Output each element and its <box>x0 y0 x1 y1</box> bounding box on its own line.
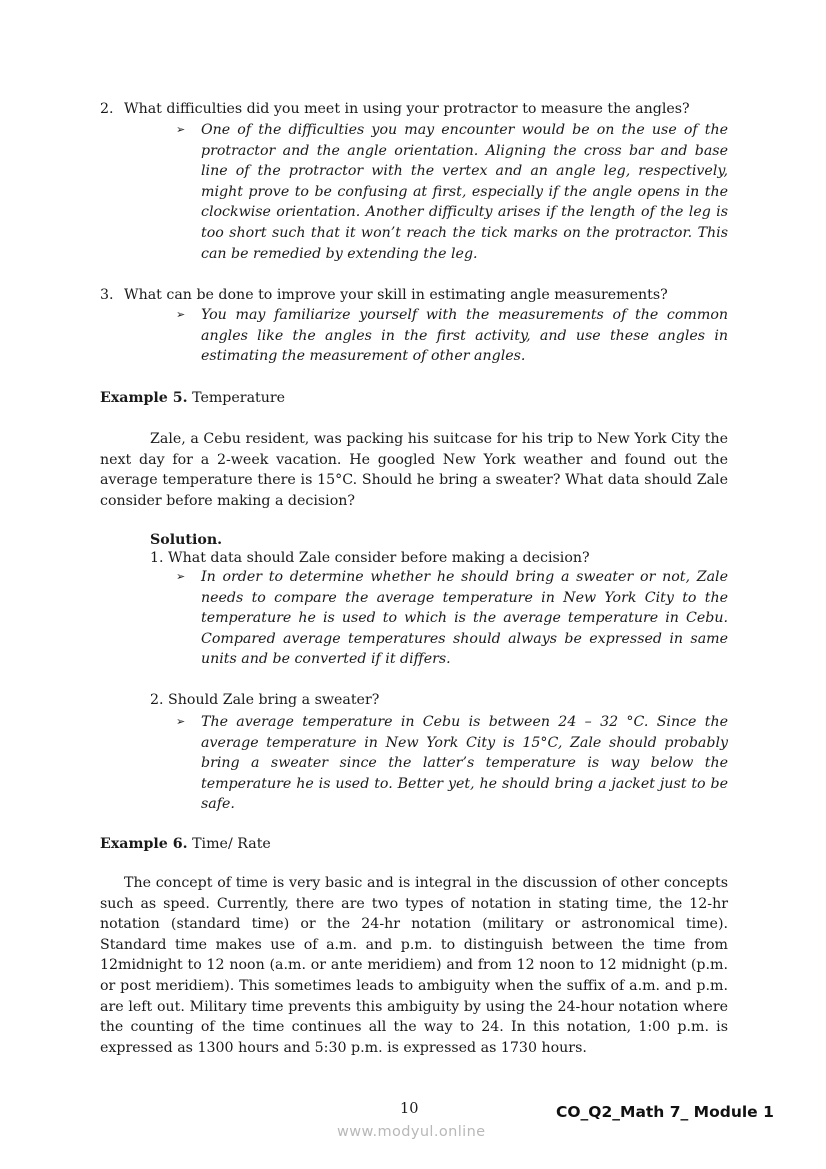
answer-text: You may familiarize yourself with the measurements of the common angles like the angles in the first activity, and use these angles in estimating the measurement of other angles. <box>201 307 728 365</box>
answer-text: The average temperature in Cebu is between 24 – 32 °C. Since the average temperature in New York City is 15°C, Zale should probably bring a sweater since the latter’s temperature is way below the temperature he is used to. Better yet, he should bring a jacket just to be safe. <box>201 714 728 813</box>
arrow-bullet-icon: ➢ <box>176 570 186 583</box>
example-label: Example 5. <box>100 390 188 406</box>
solution-question-1: 1. What data should Zale consider before making a decision? <box>150 550 590 566</box>
question-text: What can be done to improve your skill in estimating angle measurements? <box>124 287 668 303</box>
watermark: www.modyul.online <box>337 1124 486 1140</box>
example-title: Temperature <box>192 390 286 406</box>
example-6-paragraph: The concept of time is very basic and is integral in the discussion of other concepts such as speed. Currently, there are two types of notation in stating time, the 12-hr notation (standard time) or the 24-hr notation (military or astronomical time). Standard time makes use of a.m. and p.m. to distinguish between the time from 12midnight to 12 noon (a.m. or ante meridiem) and from 12 noon to 12 midnight (p.m. or post meridiem). This sometimes leads to ambiguity when the suffix of a.m. and p.m. are left out. Military time prevents this ambiguity by using the 24-hour notation where the counting of the time continues all the way to 24. In this notation, 1:00 p.m. is expressed as 1300 hours and 5:30 p.m. is expressed as 1730 hours. <box>100 875 728 1056</box>
arrow-bullet-icon: ➢ <box>176 308 186 321</box>
solution-label: Solution. <box>150 532 223 548</box>
example-5-paragraph: Zale, a Cebu resident, was packing his suitcase for his trip to New York City the next day for a 2-week vacation. He googled New York weather and found out the average temperature there is 15°C. Should he bring a sweater? What data should Zale consider before making a decision? <box>100 431 728 509</box>
example-title: Time/ Rate <box>192 836 271 852</box>
module-code: CO_Q2_Math 7_ Module 1 <box>556 1103 774 1121</box>
answer-text: In order to determine whether he should bring a sweater or not, Zale needs to compare the average temperature in New York City to the temperature he is used to which is the average temperature in Cebu. Compared average temperatures should always be expressed in same units and be converted if it differs. <box>201 569 728 668</box>
arrow-bullet-icon: ➢ <box>176 715 186 728</box>
solution-question-2: 2. Should Zale bring a sweater? <box>150 692 380 708</box>
example-5-heading <box>100 388 285 409</box>
question-3 <box>100 285 728 306</box>
question-2 <box>100 99 728 120</box>
question-text: What difficulties did you meet in using your protractor to measure the angles? <box>124 101 690 117</box>
question-number: 3. <box>100 287 114 303</box>
arrow-bullet-icon: ➢ <box>176 123 186 136</box>
answer-text: One of the difficulties you may encounter would be on the use of the protractor and the angle orientation. Aligning the cross bar and base line of the protractor with the vertex and an angle leg, respectively, might prove to be confusing at first, especially if the angle opens in the clockwise orientation. Another difficulty arises if the length of the leg is too short such that it won’t reach the tick marks on the protractor. This can be remedied by extending the leg. <box>201 122 728 262</box>
page-number: 10 <box>400 1101 419 1117</box>
question-number: 2. <box>100 101 114 117</box>
example-6-heading <box>100 834 271 855</box>
example-label: Example 6. <box>100 836 188 852</box>
